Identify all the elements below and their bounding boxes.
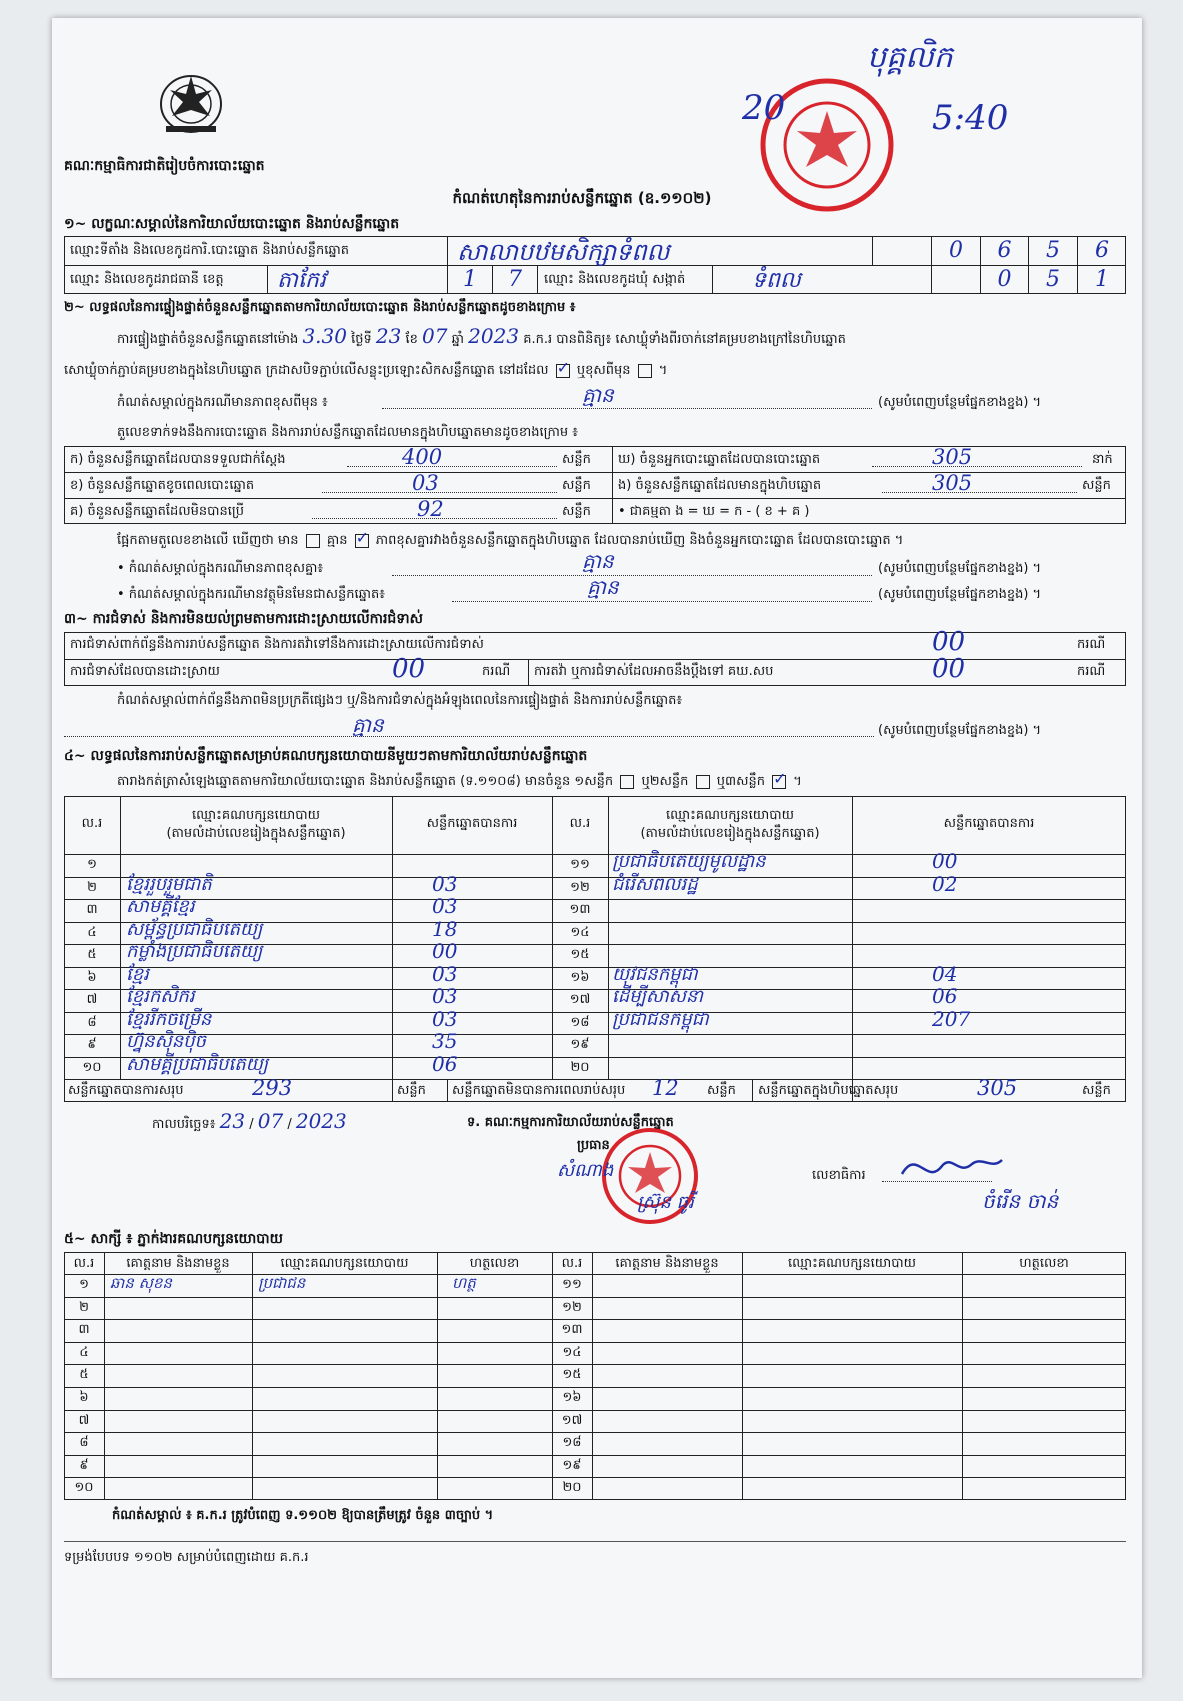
section-3-heading: ៣~ ការជំទាស់ និងការមិនយល់ព្រមតាមការដោះស្រាយលើការជំទាស់	[64, 611, 423, 627]
check-line-e: គ.ក.រ បានពិនិត្យ៖ សោឃ្លុំទាំងពីរចាក់នៅគម្របខាងក្រៅនៃហិបឆ្នោត	[523, 332, 846, 347]
check-line-2: សោឃ្លុំចាក់ភ្ជាប់គម្របខាងក្នុងនៃហិបឆ្នោត ក្រដាសបិទភ្ជាប់លើសន្លុះប្រឡោះសិកសន្លឹកឆ្នោត នៅដដែល ✓ ឬខុសពីមុន ។	[64, 363, 667, 379]
province-code-1: 1	[463, 267, 477, 292]
witness-no-right: ២០	[562, 1480, 582, 1496]
check-line-d: ឆ្នាំ	[451, 332, 464, 347]
result-no-left: ៤	[87, 924, 97, 940]
objections-note-hint: (សូមបំពេញបន្ថែមផ្នែកខាងខ្នង) ។	[878, 723, 1042, 738]
bullet-2-value: គ្មាន	[587, 575, 619, 599]
note-change-label: កំណត់សម្គាល់ក្នុងករណីមានភាពខុសពីមុន ៖	[117, 395, 328, 410]
figure-e-label: ង) ចំនួនសន្លឹកឆ្នោតដែលមានក្នុងហិបឆ្នោត	[618, 478, 822, 493]
date-year: 2023	[295, 1109, 347, 1133]
check-year: 2023	[468, 324, 520, 348]
section-1-heading: ១~ លក្ខណៈសម្គាល់នៃការិយាល័យបោះឆ្នោត និងរាប់សន្លឹកឆ្នោត	[64, 216, 400, 232]
result-no-right: ១៨	[570, 1014, 590, 1030]
secretary-label: លេខាធិការ	[812, 1168, 866, 1183]
objections-note-value: គ្មាន	[352, 713, 384, 737]
result-party-left: សាមគ្គីប្រជាធិបតេយ្យ	[126, 1053, 269, 1075]
station-code-2: 6	[997, 238, 1012, 263]
objections-row-2b-value: 00	[932, 654, 966, 684]
result-votes-left: 35	[432, 1029, 458, 1053]
check-line-b: ថ្ងៃទី	[351, 332, 372, 347]
results-col-no-right: ល.រ	[569, 816, 591, 831]
bullet-2-hint: (សូមបំពេញបន្ថែមផ្នែកខាងខ្នង) ។	[878, 587, 1042, 602]
figure-c-label: គ) ចំនួនសន្លឹកឆ្នោតដែលមិនបានប្រើ	[70, 504, 244, 519]
note-change-dotline	[382, 408, 872, 409]
figure-c-unit: សន្លឹក	[562, 504, 591, 519]
station-label: ឈ្មោះទីតាំង និងលេខកូដការិ.បោះឆ្នោត និងរាប់សន្លឹកឆ្នោត	[70, 243, 349, 258]
stamp-note: បុគ្គលិក	[867, 40, 953, 75]
witness-no-right: ១៦	[562, 1390, 582, 1405]
result-no-right: ១៩	[570, 1037, 590, 1052]
result-party-left: ហ្វ៊ុនស៊ិនប៉ិច	[126, 1031, 206, 1052]
figure-b-unit: សន្លឹក	[562, 478, 591, 493]
result-votes-right: 00	[932, 849, 958, 873]
result-no-left: ៥	[87, 947, 97, 962]
objections-row-2b-unit: ករណី	[1077, 664, 1106, 679]
result-party-left: ខ្មែររួបរួមជាតិ	[126, 873, 212, 895]
result-party-left: សាមគ្គីខ្មែរ	[126, 896, 195, 917]
witness-no-right: ១៣	[561, 1322, 583, 1338]
result-no-right: ១២	[570, 879, 590, 895]
chair-signature: សំណាង	[557, 1160, 614, 1181]
result-party-right: ជំរើសពលរដ្ឋ	[612, 873, 698, 895]
check-line-2-or: ឬខុសពីមុន	[576, 363, 631, 378]
witness-name-left: ឆាន សុខន	[110, 1274, 172, 1292]
witness-no-left: ២	[79, 1299, 89, 1315]
figure-d-value: 305	[932, 445, 973, 469]
figure-c-value: 92	[417, 497, 444, 521]
objections-row-1-unit: ករណី	[1077, 637, 1106, 652]
witness-party-left: ប្រជាជន	[258, 1274, 306, 1292]
province-code-2: 7	[508, 267, 522, 292]
station-code-1: 0	[949, 238, 963, 263]
province-name: តាកែវ	[277, 268, 326, 293]
result-votes-left: 03	[432, 894, 458, 918]
witness-col-party-right: ឈ្មោះគណបក្សនយោបាយ	[788, 1256, 916, 1271]
figure-a-value: 400	[402, 445, 443, 469]
one-sheet-checkbox[interactable]	[620, 775, 634, 789]
chair-label: ប្រធាន	[577, 1138, 610, 1153]
section-5-heading: ៥~ សាក្សី ៖ ភ្នាក់ងារគណបក្សនយោបាយ	[64, 1231, 283, 1247]
difference-text-a: ផ្អែកតាមតួលេខខាងលើ ឃើញថា មាន	[117, 533, 299, 548]
witness-sign-left: ហត្ថ	[452, 1274, 476, 1292]
objections-row-2-value: 00	[392, 654, 426, 684]
two-sheet-checkbox[interactable]	[696, 775, 710, 789]
witness-col-sign-left: ហត្ថលេខា	[469, 1256, 520, 1271]
result-votes-left: 03	[432, 1006, 458, 1031]
section-4-heading: ៤~ លទ្ធផលនៃការរាប់សន្លឹកឆ្នោតសម្រាប់គណបក្សនយោបាយនីមួយៗតាមការិយាល័យរាប់សន្លឹកឆ្នោត	[64, 748, 588, 764]
objections-row-2: ការជំទាស់ដែលបានដោះស្រាយ	[70, 664, 220, 679]
witness-col-no-right: ល.រ	[561, 1256, 583, 1271]
different-checkbox[interactable]	[638, 364, 652, 378]
result-votes-right: 02	[932, 871, 958, 896]
result-votes-left: 03	[432, 984, 458, 1008]
total-valid-value: 293	[252, 1076, 293, 1100]
tally-intro: តារាងកត់ត្រាសំឡេងឆ្នោតតាមការិយាល័យបោះឆ្នោត និងរាប់សន្លឹកឆ្នោត (ទ.១១០៨) មានចំនួន ១សន្លឹក	[117, 774, 614, 789]
total-invalid-label: សន្លឹកឆ្នោតមិនបានការពេលរាប់សរុប	[452, 1083, 626, 1098]
secretary-signature-icon	[897, 1146, 1007, 1186]
figures-intro: តួលេខទាក់ទងនឹងការបោះឆ្នោត និងការរាប់សន្លឹកឆ្នោតដែលមានក្នុងហិបឆ្នោតមានដូចខាងក្រោម ៖	[117, 425, 578, 440]
total-valid-label: សន្លឹកឆ្នោតបានការសរុប	[68, 1083, 184, 1098]
total-box-label: សន្លឹកឆ្នោតក្នុងហិបឆ្នោតសរុប	[758, 1083, 899, 1098]
date-label: កាលបរិច្ឆេទ៖	[152, 1117, 216, 1132]
check-day: 23	[375, 324, 402, 348]
result-party-left: ខ្មែរ	[126, 963, 149, 985]
station-code-3: 5	[1046, 238, 1060, 263]
results-col-no-left: ល.រ	[81, 816, 103, 831]
figure-e-value: 305	[932, 471, 973, 495]
commune-name: ទំពល	[752, 268, 801, 293]
witness-no-right: ១២	[562, 1299, 582, 1315]
result-party-right: ដើម្បីសាសនា	[612, 986, 704, 1007]
form-footer: ទម្រង់បែបបទ ១១០២ សម្រាប់បំពេញដោយ គ.ក.រ	[64, 1550, 309, 1565]
result-no-left: ២	[87, 879, 97, 895]
section-2-heading: ២~ លទ្ធផលនៃការផ្ទៀងផ្ទាត់ចំនួនសន្លឹកឆ្នោតតាមការិយាល័យបោះឆ្នោត និងរាប់សន្លឹកឆ្នោតដូចខាងក្រោម ៖	[64, 300, 576, 315]
stamp-time-a: 20	[742, 88, 786, 128]
figure-formula: • ជាគម្មតា ង = ឃ = ក - ( ខ + គ )	[618, 504, 810, 519]
check-time: 3.30	[302, 324, 347, 348]
tally-sheet-line	[117, 774, 802, 790]
result-no-right: ២០	[570, 1059, 590, 1075]
bullet-2-label: • កំណត់សម្គាល់ក្នុងករណីមានវត្ថុមិនមែនជាសន្លឹកឆ្នោត៖	[117, 587, 385, 602]
results-col-party-left: ឈ្មោះគណបក្សនយោបាយ	[192, 808, 320, 823]
tally-end: ។	[793, 774, 802, 789]
witness-no-left: ៩	[79, 1457, 89, 1473]
total-box-value: 305	[977, 1076, 1018, 1100]
result-no-left: ៧	[86, 992, 98, 1007]
note-change-hint: (សូមបំពេញបន្ថែមផ្នែកខាងខ្នង) ។	[878, 395, 1042, 410]
difference-line	[117, 533, 903, 549]
check-line-c: ខែ	[405, 332, 418, 347]
witness-no-left: ១០	[74, 1480, 94, 1496]
three-sheet-checkbox[interactable]	[772, 775, 786, 789]
figure-a-unit: សន្លឹក	[562, 452, 591, 467]
total-invalid-unit: សន្លឹក	[707, 1083, 736, 1098]
bullet-1-value: គ្មាន	[582, 549, 614, 573]
check-month: 07	[422, 324, 448, 348]
result-party-left: សម្ព័ន្ធប្រជាធិបតេយ្យ	[126, 918, 263, 940]
figure-d-unit: នាក់	[1092, 452, 1113, 467]
witness-no-left: ៤	[79, 1344, 89, 1360]
footnote: កំណត់សម្គាល់ ៖ គ.ក.រ ត្រូវបំពេញ ទ.១១០២ ឱ្យបានត្រឹមត្រូវ ចំនួន ៣ច្បាប់ ។	[112, 1508, 494, 1523]
witness-col-party-left: ឈ្មោះគណបក្សនយោបាយ	[280, 1256, 409, 1271]
province-label: ឈ្មោះ និងលេខកូដរាជធានី ខេត្ត	[70, 272, 224, 287]
result-party-right: ប្រជាជនកម្ពុជា	[612, 1008, 709, 1030]
witness-no-left: ៦	[79, 1390, 89, 1405]
total-box-unit: សន្លឹក	[1082, 1083, 1111, 1098]
witness-no-right: ១៩	[562, 1457, 582, 1473]
note-change-value: គ្មាន	[582, 383, 614, 407]
objections-note: កំណត់សម្គាល់ពាក់ព័ន្ធនឹងភាពមិនប្រក្រតីផ្សេងៗ ឬ/និងការជំទាស់ក្នុងអំឡុងពេលនៃការផ្ទៀងផ្ទាត់ និងការរាប់សន្លឹកឆ្នោត៖	[117, 693, 683, 708]
result-votes-right: 207	[932, 1006, 971, 1031]
figure-b-label: ខ) ចំនួនសន្លឹកឆ្នោតខូចពេលបោះឆ្នោត	[70, 478, 255, 493]
result-no-left: ៩	[87, 1037, 97, 1052]
total-invalid-value: 12	[652, 1076, 679, 1100]
results-col-votes-left: សន្លឹកឆ្នោតបានការ	[426, 816, 518, 831]
result-party-right: យុវជនកម្ពុជា	[612, 963, 698, 985]
stamp-time-b: 5:40	[932, 98, 1009, 138]
result-no-left: ៨	[87, 1014, 97, 1030]
results-col-party-sub-left: (តាមលំដាប់លេខរៀងក្នុងសន្លឹកឆ្នោត)	[166, 826, 346, 841]
result-no-left: ១	[87, 857, 97, 872]
bullet-1-label: • កំណត់សម្គាល់ក្នុងករណីមានភាពខុសគ្នា៖	[117, 561, 324, 576]
result-no-right: ១៦	[570, 969, 590, 985]
result-no-right: ១១	[570, 857, 590, 872]
bullet-1-hint: (សូមបំពេញបន្ថែមផ្នែកខាងខ្នង) ។	[878, 561, 1042, 576]
result-party-left: ខ្មែររីកចម្រើន	[126, 1008, 212, 1030]
commune-code-2: 5	[1046, 267, 1060, 292]
date-month: 07	[257, 1109, 284, 1133]
committee-name: គណៈកម្មាធិការជាតិរៀបចំការបោះឆ្នោត	[64, 158, 265, 174]
check-line-1	[117, 324, 846, 348]
tally-opt3: ឬ៣សន្លឹក	[716, 774, 765, 789]
result-party-left: ខ្មែរកសិករ	[126, 986, 195, 1007]
witness-col-sign-right: ហត្ថលេខា	[1019, 1256, 1069, 1271]
results-col-party-sub-right: (តាមលំដាប់លេខរៀងក្នុងសន្លឹកឆ្នោត)	[640, 826, 820, 841]
no-difference-checkbox[interactable]	[355, 534, 369, 548]
witness-no-right: ១៧	[561, 1412, 583, 1428]
secretary-name: ចំរើន ចាន់	[982, 1189, 1059, 1213]
has-difference-checkbox[interactable]	[306, 534, 320, 548]
result-votes-left: 06	[432, 1051, 458, 1076]
committee-sign-label: ទ. គណៈកម្មការការិយាល័យរាប់សន្លឹកឆ្នោត	[467, 1115, 674, 1130]
check-line-a: ការផ្ទៀងផ្ទាត់ចំនួនសន្លឹកឆ្នោតនៅម៉ោង	[117, 332, 299, 347]
form-title: កំណត់ហេតុនៃការរាប់សន្លឹកឆ្នោត (ឧ.១១០២)	[452, 189, 712, 207]
commune-code-3: 1	[1095, 267, 1109, 292]
result-votes-left: 03	[432, 871, 458, 896]
figure-e-unit: សន្លឹក	[1082, 478, 1111, 493]
witness-col-no-left: ល.រ	[73, 1256, 95, 1271]
result-no-right: ១៤	[570, 924, 590, 940]
form-sheet	[52, 18, 1142, 1678]
objections-row-2-unit: ករណី	[482, 664, 511, 679]
figure-a-label: ក) ចំនួនសន្លឹកឆ្នោតដែលបានទទួលជាក់ស្តែង	[70, 452, 286, 467]
objections-row-1-value: 00	[932, 627, 966, 657]
difference-text-c: ភាពខុសគ្នារវាងចំនួនសន្លឹកឆ្នោតក្នុងហិបឆ្នោត ដែលបានរាប់ឃើញ និងចំនួនអ្នកបោះឆ្នោត ដែលបានបោះឆ្នោត ។	[375, 533, 904, 548]
result-votes-left: 00	[432, 939, 458, 963]
witness-col-name-left: គោត្តនាម និងនាមខ្លួន	[126, 1256, 230, 1271]
witness-no-left: ៨	[79, 1435, 89, 1451]
difference-text-b: គ្មាន	[326, 533, 348, 548]
date-day: 23	[219, 1109, 246, 1133]
results-col-party-right: ឈ្មោះគណបក្សនយោបាយ	[666, 808, 794, 823]
commune-code-1: 0	[997, 267, 1012, 292]
objections-row-1: ការជំទាស់ពាក់ព័ន្ធនឹងការរាប់សន្លឹកឆ្នោត និងការតវ៉ាទៅនឹងការដោះស្រាយលើការជំទាស់	[70, 637, 484, 652]
witness-no-left: ៧	[78, 1412, 90, 1428]
result-no-right: ១៣	[569, 902, 591, 917]
witness-no-left: ១	[79, 1277, 89, 1292]
figure-d-label: ឃ) ចំនួនអ្នកបោះឆ្នោតដែលបានបោះឆ្នោត	[618, 452, 821, 467]
result-party-left: កម្លាំងប្រជាធិបតេយ្យ	[126, 941, 263, 962]
result-votes-left: 03	[432, 961, 458, 986]
witness-no-right: ១៨	[562, 1435, 582, 1451]
witness-no-right: ១៤	[562, 1344, 582, 1360]
commune-label: ឈ្មោះ និងលេខកូដឃុំ សង្កាត់	[544, 272, 686, 287]
result-no-left: ១០	[82, 1059, 102, 1075]
result-no-right: ១៥	[570, 947, 590, 962]
tally-opt2: ឬ២សន្លឹក	[641, 774, 689, 789]
check-line-2-text: សោឃ្លុំចាក់ភ្ជាប់គម្របខាងក្នុងនៃហិបឆ្នោត ក្រដាសបិទភ្ជាប់លើសន្លុះប្រឡោះសិកសន្លឹកឆ្នោត នៅដដែល	[64, 363, 549, 378]
witness-no-left: ៥	[79, 1367, 89, 1383]
witness-no-right: ១៥	[562, 1367, 582, 1383]
station-name: សាលាបឋមសិក្សាទំពល	[457, 238, 670, 266]
result-party-right: ប្រជាធិបតេយ្យមូលដ្ឋាន	[612, 851, 766, 872]
figure-b-value: 03	[412, 471, 439, 495]
date-line: កាលបរិច្ឆេទ៖ 23 / 07 / 2023	[152, 1109, 347, 1133]
witness-no-left: ៣	[78, 1322, 90, 1338]
result-no-left: ៦	[87, 969, 97, 985]
result-votes-right: 04	[932, 961, 958, 986]
same-checkbox[interactable]	[556, 364, 570, 378]
station-code-4: 6	[1095, 238, 1109, 263]
emblem-icon	[152, 68, 230, 138]
witness-no-right: ១១	[562, 1277, 582, 1292]
result-votes-right: 06	[932, 984, 958, 1008]
chair-name: ស្រ៊ុន ធូរី	[637, 1192, 694, 1213]
witness-col-name-right: គោត្តនាម និងនាមខ្លួន	[615, 1256, 719, 1271]
result-no-right: ១៧	[569, 992, 591, 1007]
total-valid-unit: សន្លឹក	[397, 1083, 426, 1098]
objections-row-2b: ការតវ៉ា ឬការជំទាស់ដែលអាចនឹងប្តឹងទៅ គឃ.សប	[534, 664, 774, 679]
results-col-votes-right: សន្លឹកឆ្នោតបានការ	[943, 816, 1035, 831]
result-no-left: ៣	[86, 902, 98, 917]
result-votes-left: 18	[432, 916, 458, 941]
